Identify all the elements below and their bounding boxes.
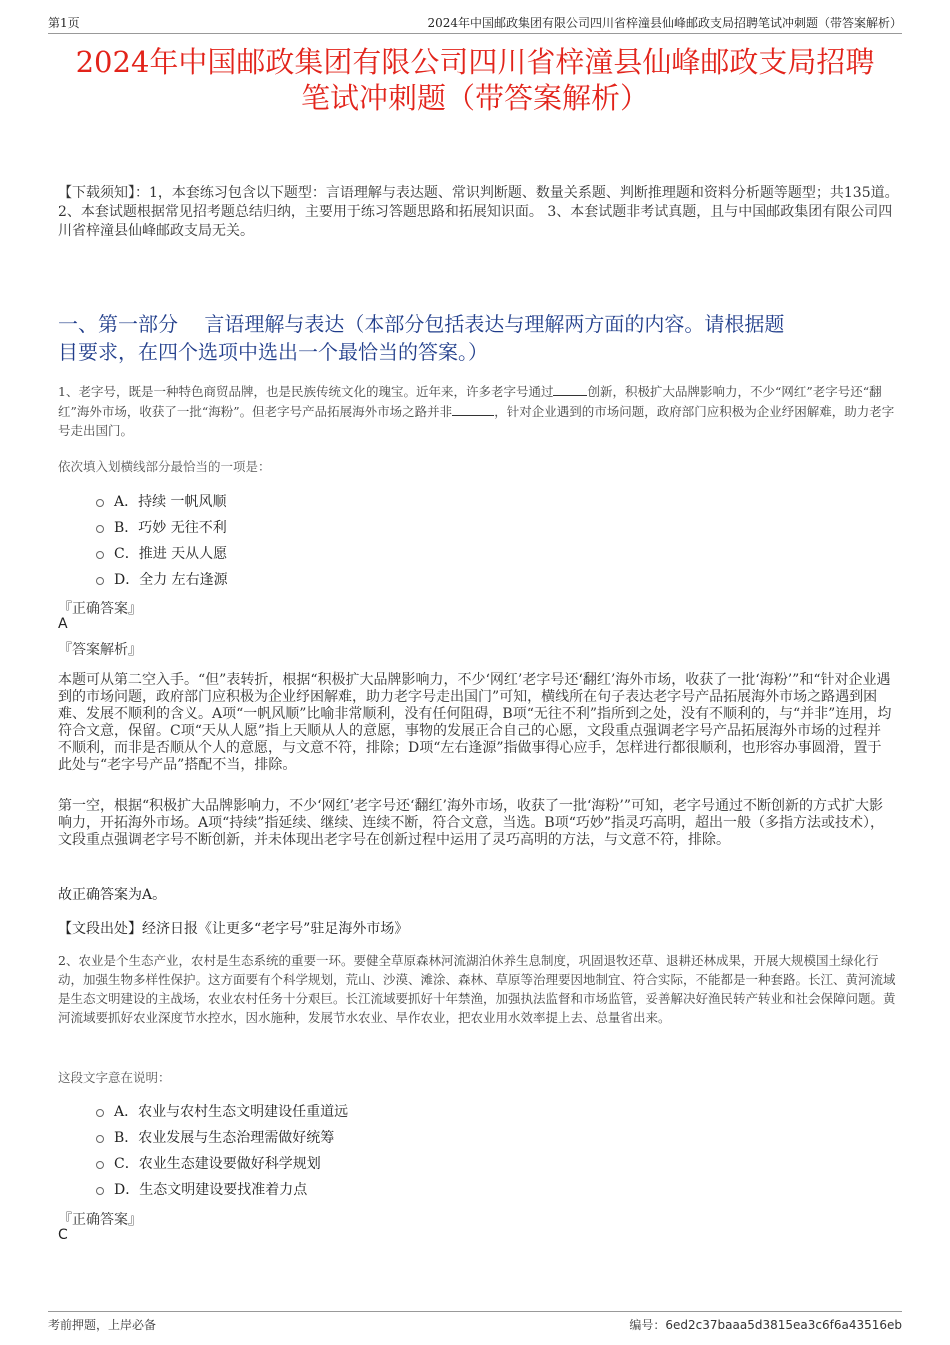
radio-icon[interactable] — [96, 1135, 104, 1143]
page-title-line-1: 2024年中国邮政集团有限公司四川省梓潼县仙峰邮政支局招聘 — [75, 45, 875, 79]
question-1-analysis-p2: 第一空，根据“积极扩大品牌影响力，不少‘网红’老字号还‘翻红’海外市场，收获了一批‘海粉’”可知，老字号通过不断创新的方式扩大影响力，开拓海外市场。A项“持续”指延续、继续、连续不断，符合文意，当选。B项“巧妙”指灵巧高明，超出一般（多指方法或技术），文段重点强调老字号不断创新，并未体现出老字号在创新过程中运用了灵巧高明的方法，与文意不符，排除。 — [58, 798, 885, 848]
footer-divider — [48, 1311, 902, 1312]
header-divider — [48, 33, 902, 34]
question-1-conclusion: 故正确答案为A。 — [58, 887, 167, 903]
question-2-option-c[interactable] — [96, 1150, 348, 1176]
question-1-option-a[interactable] — [96, 488, 228, 514]
question-1-analysis-p1: 本题可从第二空入手。“但”表转折，根据“积极扩大品牌影响力，不少‘网红’老字号还‘翻红’海外市场，收获了一批‘海粉’”和“针对企业遇到的市场问题，政府部门应积极为企业纾困解难，助力老字号走出国门”可知，横线所在句子表达老字号产品拓展海外市场之路遇到困难、发展不顺利的含义。A项“一帆风顺”比喻非常顺利，没有任何阻碍，B项“无往不利”指所到之处，没有不顺利的，与“并非”连用，均符合文意，保留。C项“天从人愿”指上天顺从人的意愿，事物的发展正合自己的心愿，文段重点强调老字号产品拓展海外市场的过程并不顺利，而非是否顺从个人的意愿，与文意不符，排除；D项“左右逢源”指做事得心应手，怎样进行都很顺利，也形容办事圆滑，置于此处与“老字号产品”搭配不当，排除。 — [58, 672, 892, 773]
radio-icon[interactable] — [96, 1161, 104, 1169]
question-1-analysis-label: 『答案解析』 — [58, 642, 142, 658]
page-number: 第1页 — [48, 16, 80, 30]
question-2-options — [96, 1098, 348, 1202]
header-doc-title: 2024年中国邮政集团有限公司四川省梓潼县仙峰邮政支局招聘笔试冲刺题（带答案解析） — [427, 16, 902, 30]
question-2-option-b[interactable] — [96, 1124, 348, 1150]
question-1-stem-a: 1、老字号，既是一种特色商贸品牌，也是民族传统文化的瑰宝。近年来，许多老字号通过 — [58, 384, 554, 399]
section-heading — [58, 310, 900, 366]
question-1-stem-c: ，针对企业遇到的市场问题，政府部门应积极为企业纾困解难，助力老字号走出国门。 — [58, 404, 895, 438]
question-1-stem — [58, 381, 900, 440]
section-heading-line-2: 目要求，在四个选项中选出一个最恰当的答案。） — [58, 340, 488, 364]
footer-code-label: 编号： — [629, 1318, 666, 1332]
question-2-answer: C — [58, 1227, 68, 1243]
radio-icon[interactable] — [96, 499, 104, 507]
radio-icon[interactable] — [96, 551, 104, 559]
question-1-answer: A — [58, 616, 68, 632]
option-label: C．推进 天从人愿 — [114, 546, 228, 562]
question-1-answer-label: 『正确答案』 — [58, 601, 142, 617]
radio-icon[interactable] — [96, 1109, 104, 1117]
question-2-answer-label: 『正确答案』 — [58, 1212, 142, 1228]
question-1-options — [96, 488, 228, 592]
option-label: D．全力 左右逢源 — [114, 572, 228, 588]
question-1-option-b[interactable] — [96, 514, 228, 540]
footer-doc-code — [629, 1316, 902, 1333]
question-1-prompt: 依次填入划横线部分最恰当的一项是： — [58, 459, 271, 474]
download-notice: 【下载须知】：1，本套练习包含以下题型：言语理解与表达题、常识判断题、数量关系题、判断推理题和资料分析题等题型；共135道。 2、本套试题根据常见招考题总结归纳，主要用于练习答题思路和拓展知识面。 3、本套试题非考试真题，且与中国邮政集团有限公司四川省梓潼县仙峰邮政支局无关。 — [58, 185, 899, 239]
question-2-prompt: 这段文字意在说明： — [58, 1070, 171, 1085]
question-2-stem: 2、农业是个生态产业，农村是生态系统的重要一环。要健全草原森林河流湖泊休养生息制度，巩固退牧还草、退耕还林成果，开展大规模国土绿化行动，加强生物多样性保护。这方面要有个科学规划，荒山、沙漠、滩涂、森林、草原等治理要因地制宜、符合实际，不能都是一种套路。长江、黄河流域是生态文明建设的主战场，农业农村任务十分艰巨。长江流域要抓好十年禁渔，加强执法监督和市场监管，妥善解决好渔民转产转业和社会保障问题。黄河流域要抓好农业深度节水控水，因水施种，发展节水农业、旱作农业，把农业用水效率提上去、总量省出来。 — [58, 953, 896, 1025]
option-label: B．巧妙 无往不利 — [114, 520, 227, 536]
page-title-line-2: 笔试冲刺题（带答案解析） — [300, 81, 649, 115]
question-1-option-d[interactable] — [96, 566, 228, 592]
radio-icon[interactable] — [96, 1187, 104, 1195]
option-label: A．持续 一帆风顺 — [114, 494, 227, 510]
question-1-option-c[interactable] — [96, 540, 228, 566]
option-label: A．农业与农村生态文明建设任重道远 — [114, 1104, 349, 1120]
radio-icon[interactable] — [96, 577, 104, 585]
footer-slogan: 考前押题，上岸必备 — [48, 1318, 157, 1332]
blank-2 — [452, 401, 494, 416]
question-1-stem-b: 创新，积极扩大品牌影响力，不少“网红”老字号还“翻红”海外市场，收获了一批“海粉”。但老字号产品拓展海外市场之路并非 — [58, 384, 882, 419]
footer-code-value: 6ed2c37baaa5d3815ea3c6f6a43516eb — [665, 1318, 902, 1332]
question-2-option-a[interactable] — [96, 1098, 348, 1124]
question-2-option-d[interactable] — [96, 1176, 348, 1202]
section-heading-line-1: 一、第一部分 言语理解与表达（本部分包括表达与理解两方面的内容。请根据题 — [58, 312, 785, 336]
option-label: D．生态文明建设要找准着力点 — [114, 1182, 308, 1198]
option-label: C．农业生态建设要做好科学规划 — [114, 1156, 321, 1172]
question-1-source: 【文段出处】经济日报《让更多“老字号”驻足海外市场》 — [58, 921, 409, 937]
blank-1 — [553, 381, 587, 396]
radio-icon[interactable] — [96, 525, 104, 533]
page-title — [50, 44, 900, 116]
option-label: B．农业发展与生态治理需做好统筹 — [114, 1130, 335, 1146]
